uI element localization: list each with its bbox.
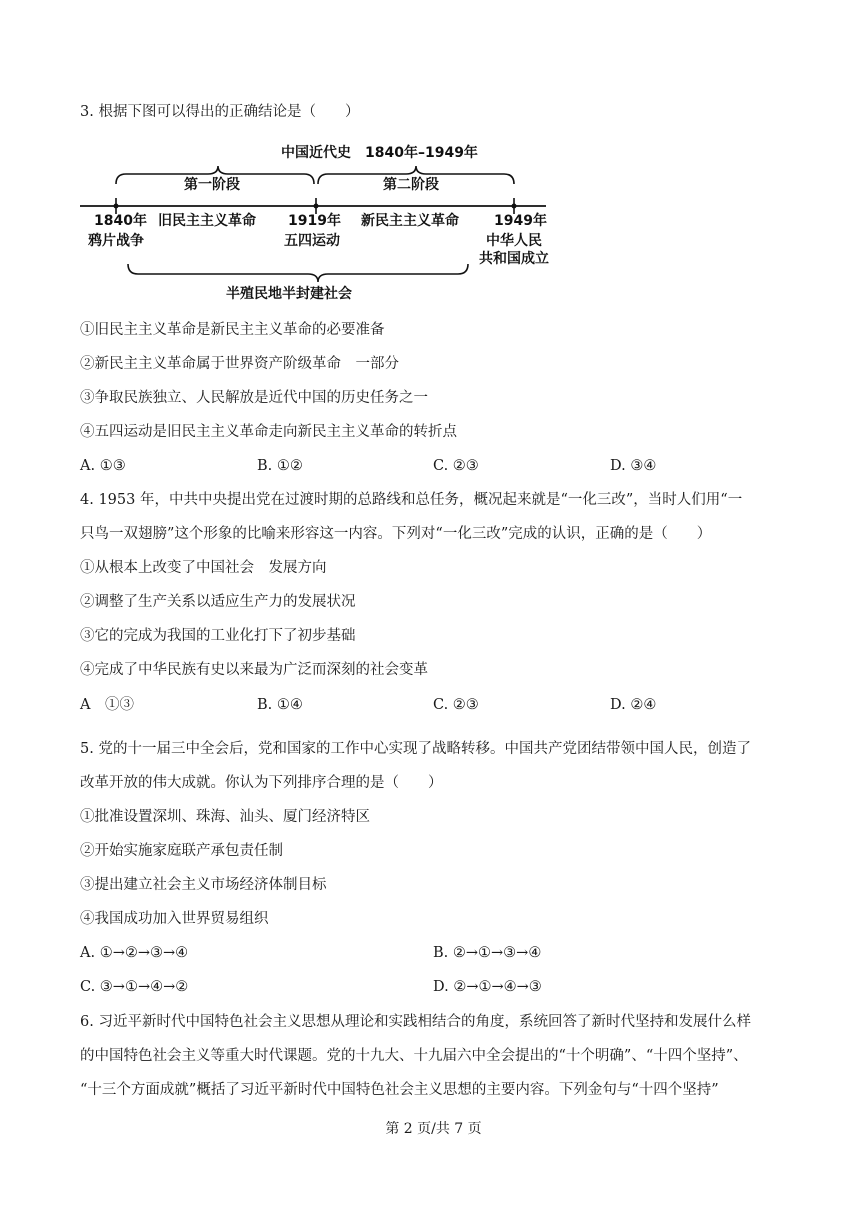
q4-stem-line1: 4. 1953 年，中共中央提出党在过渡时期的总路线和总任务，概况起来就是“一化三改”，当时人们用“一 [80,492,743,508]
q5-item-3: ③提出建立社会主义市场经济体制目标 [80,877,327,893]
label-new-revolution: 新民主主义革命 [361,213,459,229]
q4-option-a[interactable]: A ①③ [80,697,134,713]
label-opium-war: 鸦片战争 [88,233,144,249]
q5-stem-line2: 改革开放的伟大成就。你认为下列排序合理的是（ ） [80,775,443,791]
q6-stem-line2: 的中国特色社会主义等重大时代课题。党的十九大、十九届六中全会提出的“十个明确”、“十四个坚持”、 [80,1048,748,1064]
label-1840: 1840年 [94,213,147,229]
q4-option-c[interactable]: C. ②③ [433,697,479,713]
q4-item-3: ③它的完成为我国的工业化打下了初步基础 [80,628,356,644]
q5-option-c[interactable]: C. ③→①→④→② [80,979,189,995]
label-prc-1: 中华人民 [486,233,542,249]
q4-option-b[interactable]: B. ①④ [257,697,303,713]
q3-option-a[interactable]: A. ①③ [80,458,126,474]
q5-item-2: ②开始实施家庭联产承包责任制 [80,843,283,859]
q3-item-4: ④五四运动是旧民主主义革命走向新民主主义革命的转折点 [80,424,457,440]
label-old-revolution: 旧民主主义革命 [158,213,256,229]
q4-item-1: ①从根本上改变了中国社会 发展方向 [80,560,327,576]
timeline-title: 中国近代史 1840年–1949年 [281,145,478,161]
stage2-label: 第二阶段 [383,177,439,193]
q3-option-b[interactable]: B. ①② [257,458,303,474]
q6-stem-line1: 6. 习近平新时代中国特色社会主义思想从理论和实践相结合的角度，系统回答了新时代坚持和发展什么样 [80,1014,751,1030]
q3-item-3: ③争取民族独立、人民解放是近代中国的历史任务之一 [80,390,428,406]
q5-option-a[interactable]: A. ①→②→③→④ [80,945,189,961]
q5-option-d[interactable]: D. ②→①→④→③ [433,979,542,995]
label-society: 半殖民地半封建社会 [226,286,352,302]
q3-option-c[interactable]: C. ②③ [433,458,479,474]
stage1-label: 第一阶段 [184,177,240,193]
q3-option-d[interactable]: D. ③④ [610,458,657,474]
q4-item-4: ④完成了中华民族有史以来最为广泛而深刻的社会变革 [80,662,428,678]
q6-stem-line3: “十三个方面成就”概括了习近平新时代中国特色社会主义思想的主要内容。下列金句与“十四个坚持” [80,1082,719,1098]
q5-item-4: ④我国成功加入世界贸易组织 [80,911,269,927]
q5-item-1: ①批准设置深圳、珠海、汕头、厦门经济特区 [80,809,370,825]
label-prc-2: 共和国成立 [479,251,549,267]
label-1949: 1949年 [494,213,547,229]
q5-stem-line1: 5. 党的十一届三中全会后，党和国家的工作中心实现了战略转移。中国共产党团结带领中国人民，创造了 [80,741,751,757]
q4-option-d[interactable]: D. ②④ [610,697,657,713]
label-may-fourth: 五四运动 [284,233,340,249]
q3-item-2: ②新民主主义革命属于世界资产阶级革命 一部分 [80,356,399,372]
q4-stem-line2: 只鸟一双翅膀”这个形象的比喻来形容这一内容。下列对“一化三改”完成的认识，正确的是（ ） [80,526,712,542]
label-1919: 1919年 [288,213,341,229]
history-timeline-figure [76,138,576,303]
q3-stem: 3. 根据下图可以得出的正确结论是（ ） [80,104,360,120]
page-footer: 第 2 页/共 7 页 [385,1121,482,1137]
q3-item-1: ①旧民主主义革命是新民主主义革命的必要准备 [80,322,385,338]
q5-option-b[interactable]: B. ②→①→③→④ [433,945,542,961]
q4-item-2: ②调整了生产关系以适应生产力的发展状况 [80,594,356,610]
society-brace [128,264,468,282]
